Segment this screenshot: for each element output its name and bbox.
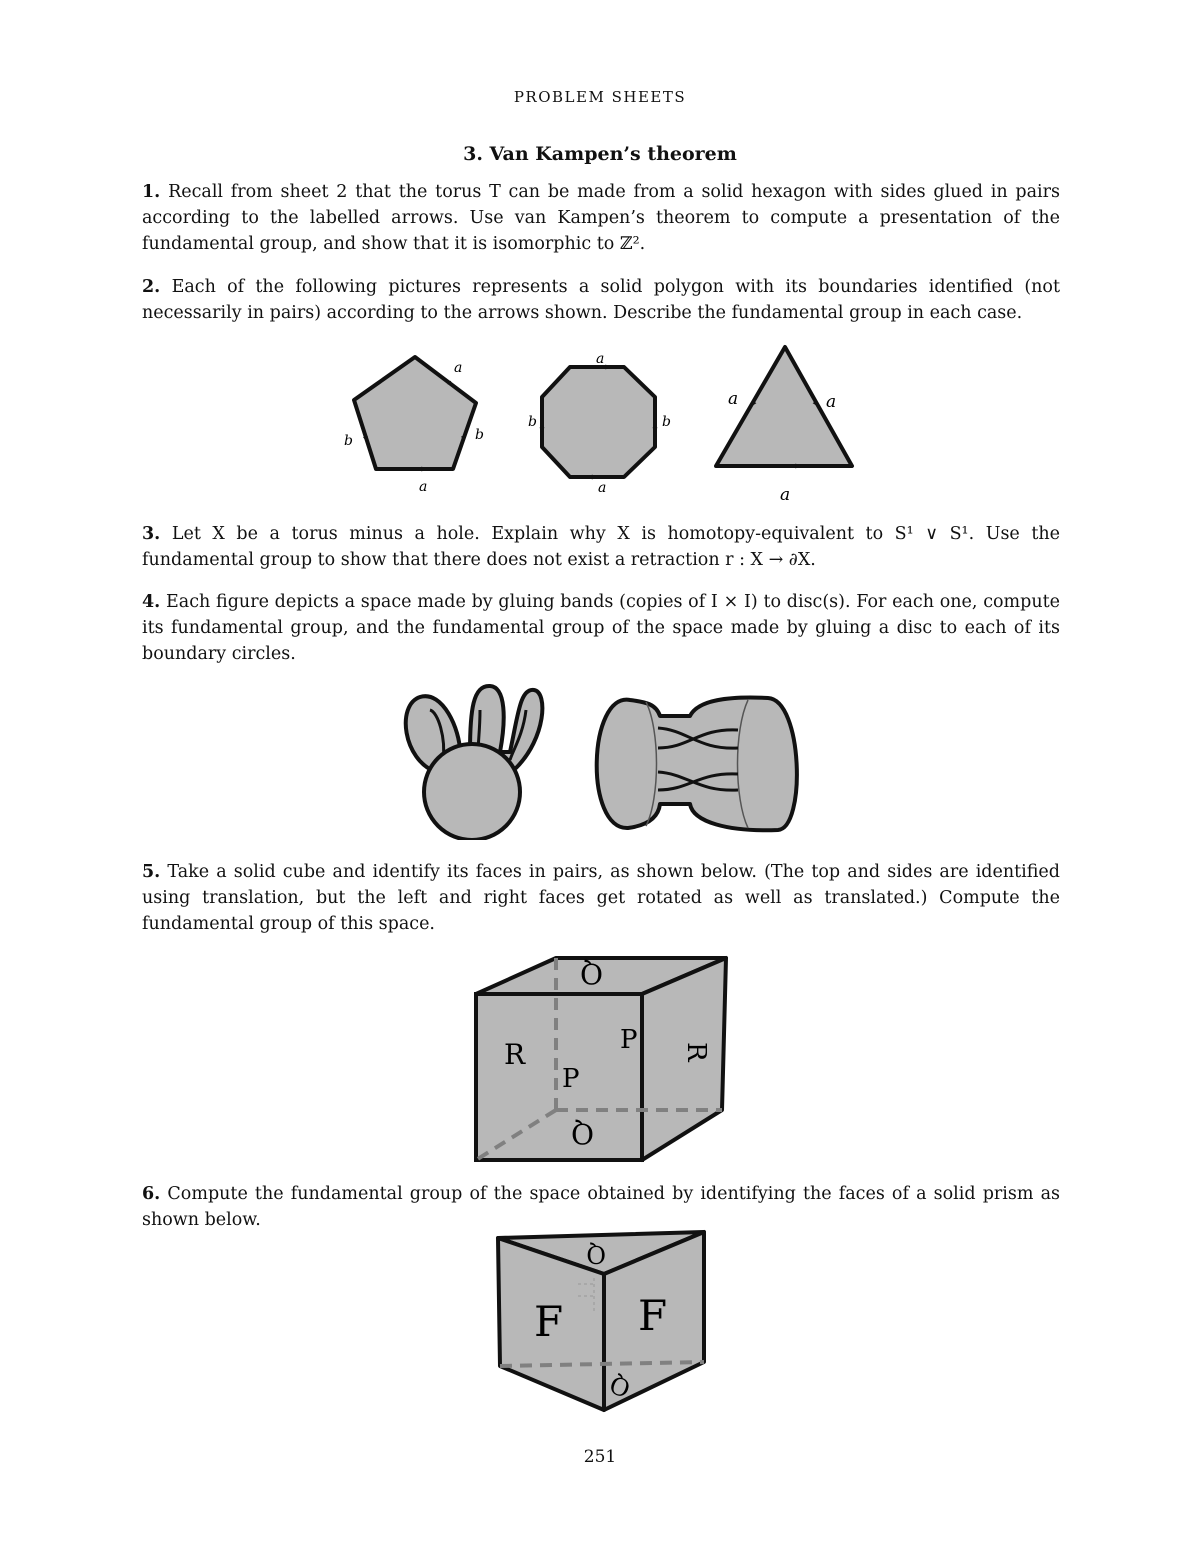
polygons-figure xyxy=(330,338,870,508)
triangle-label-right: a xyxy=(826,392,837,412)
problem-6 xyxy=(142,1181,1060,1233)
problem-2-number: 2. xyxy=(142,277,161,297)
cube-label-front: R xyxy=(504,1038,526,1071)
problem-6-number: 6. xyxy=(142,1184,161,1204)
prism-label-right: F xyxy=(638,1291,668,1340)
problem-3-text: Let X be a torus minus a hole. Explain why X is homotopy-equivalent to S¹ ∨ S¹. Use the fundamental group to show that there does not exist a retraction r : X → ∂X. xyxy=(142,524,1060,570)
problem-3 xyxy=(142,521,1060,573)
section-title: 3. Van Kampen’s theorem xyxy=(463,143,737,165)
octagon-label-top: a xyxy=(596,351,605,367)
page-number: 251 xyxy=(583,1447,617,1467)
cube-label-back: P xyxy=(620,1025,638,1055)
problem-5-text: Take a solid cube and identify its faces in pairs, as shown below. (The top and sides are identified using translation, but the left and right faces get rotated as well as translated.) Compute the fundamental group of this space. xyxy=(142,862,1060,934)
prism-label-bottom: Q xyxy=(606,1369,635,1403)
pentagon-label-bottom: a xyxy=(419,479,428,495)
triangle-label-left: a xyxy=(728,389,739,409)
octagon-label-right: b xyxy=(662,414,671,430)
pentagon-label-right: b xyxy=(475,427,484,443)
prism-label-top: Q xyxy=(586,1240,606,1268)
pentagon-diagram xyxy=(344,357,484,495)
prism-diagram xyxy=(498,1232,704,1410)
bands-figure xyxy=(398,680,803,840)
problem-4 xyxy=(142,589,1060,667)
cube-figure xyxy=(470,952,732,1164)
problem-5-number: 5. xyxy=(142,862,161,882)
problem-2 xyxy=(142,274,1060,326)
problem-5 xyxy=(142,859,1060,937)
problem-4-number: 4. xyxy=(142,592,161,612)
problem-2-text: Each of the following pictures represents a solid polygon with its boundaries identified (not necessarily in pairs) according to the arrows shown. Describe the fundamental group in each case. xyxy=(142,277,1060,323)
pentagon-label-left: b xyxy=(344,433,353,449)
problem-1-text: Recall from sheet 2 that the torus T can be made from a solid hexagon with sides glued in pairs according to the labelled arrows. Use van Kampen’s theorem to compute a presentation of the fundamental group, and show that it is isomorphic to ℤ². xyxy=(142,182,1060,254)
problem-3-number: 3. xyxy=(142,524,161,544)
running-head: PROBLEM SHEETS xyxy=(513,88,687,106)
problem-1-number: 1. xyxy=(142,182,161,202)
prism-figure xyxy=(494,1228,712,1414)
prism-label-left: F xyxy=(534,1297,564,1346)
cube-label-center: P xyxy=(562,1064,580,1094)
problem-4-text: Each figure depicts a space made by gluing bands (copies of I × I) to disc(s). For each one, compute its fundamental group, and the fundamental group of the space made by gluing a disc to each of its boundary circles. xyxy=(142,592,1060,664)
octagon-label-left: b xyxy=(528,414,537,430)
two-discs-with-bands-diagram xyxy=(597,698,797,831)
octagon-diagram xyxy=(528,351,671,496)
cube-label-top: Q xyxy=(580,957,603,990)
cube-label-right: R xyxy=(681,1042,711,1062)
triangle-diagram xyxy=(716,347,852,505)
pentagon-label-top: a xyxy=(454,360,463,376)
disc-with-bands-diagram xyxy=(406,686,543,840)
problem-1 xyxy=(142,179,1060,257)
cube-label-bottom: Q xyxy=(571,1117,594,1150)
problem-6-text: Compute the fundamental group of the space obtained by identifying the faces of a solid prism as shown below. xyxy=(142,1184,1060,1230)
triangle-label-bottom: a xyxy=(780,485,791,505)
cube-diagram xyxy=(476,957,726,1160)
octagon-label-bottom: a xyxy=(598,480,607,496)
